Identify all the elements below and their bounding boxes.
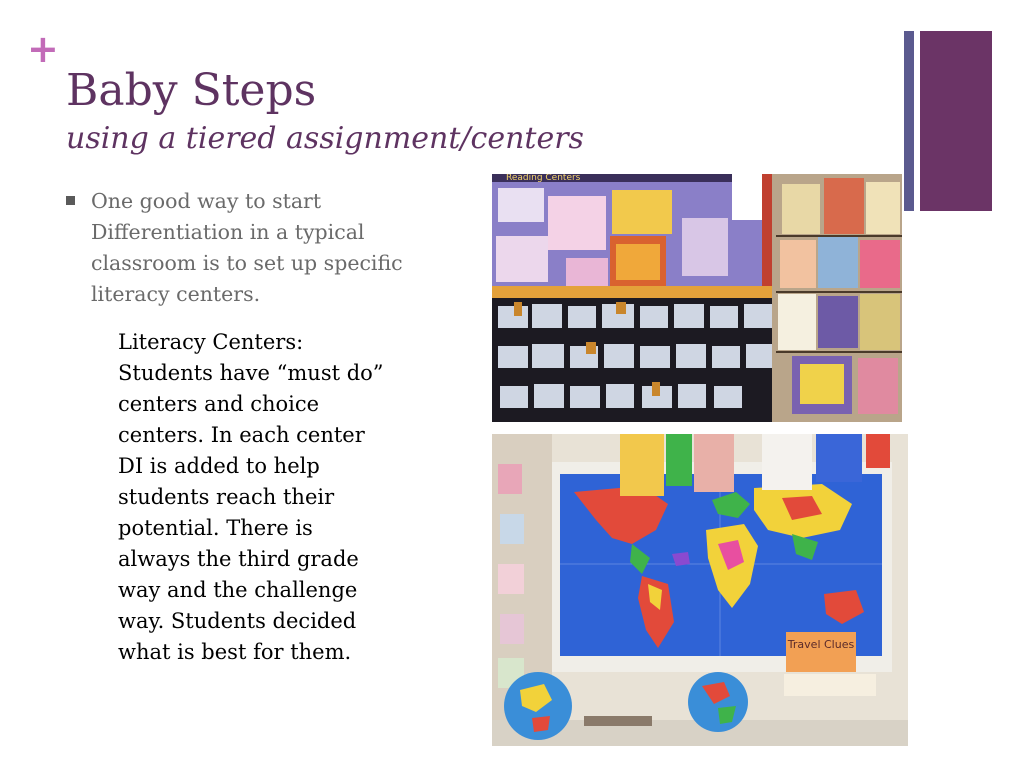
slide-title: Baby Steps [66, 65, 317, 116]
world-map-photo [492, 434, 908, 746]
bullet-text: One good way to start Differentiation in a typical classroom is to set up specific literacy centers. [91, 189, 403, 306]
classroom-shelves-photo [492, 174, 902, 422]
travel-clues-sign: Travel Clues [787, 638, 855, 651]
literacy-centers-text: Literacy Centers: Students have “must do” centers and choice centers. In each center DI is added to help students reach their potential. There is always the third grade way and the challenge way. Students decided what is best for them. [118, 330, 384, 664]
bullet-square-icon [66, 196, 75, 205]
reading-centers-sign: Reading Centers [506, 174, 581, 183]
slide-subtitle: using a tiered assignment/centers [66, 121, 584, 156]
plus-accent-icon: + [27, 27, 59, 71]
decorative-bar-thin [904, 31, 914, 211]
decorative-bar-thick [920, 31, 992, 211]
